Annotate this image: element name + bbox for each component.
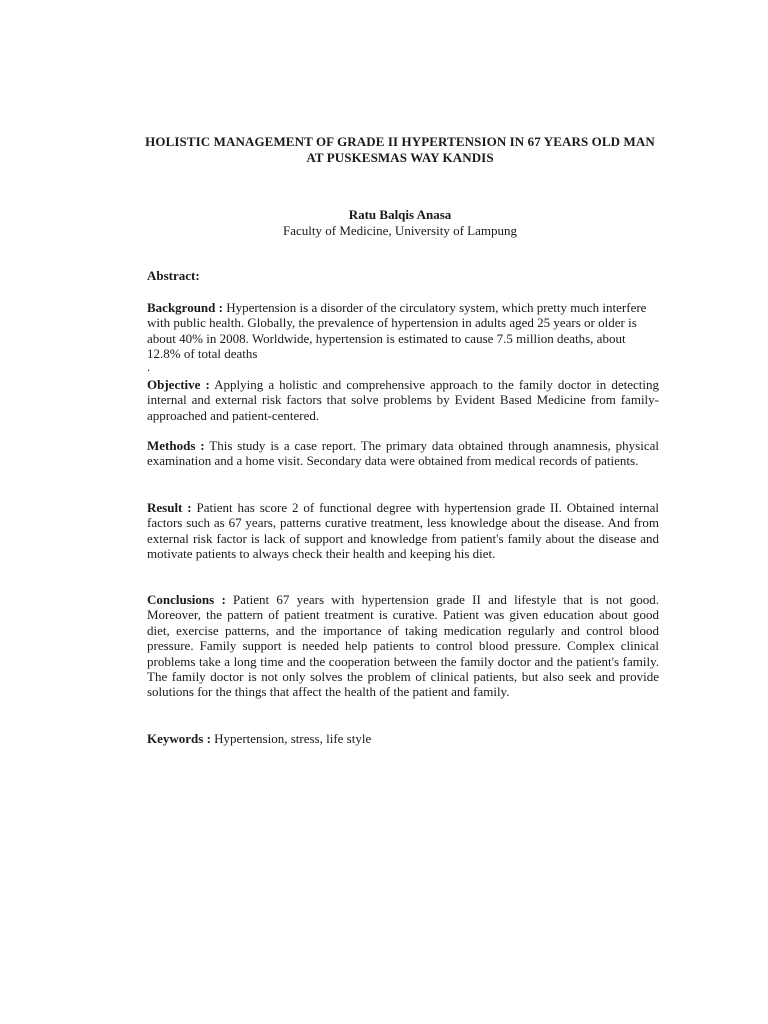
keywords-paragraph	[147, 731, 659, 746]
objective-text: Applying a holistic and comprehensive approach to the family doctor in detecting internal and external risk factors that solve problems by Evident Based Medicine from family-approached and patient-centered.	[147, 377, 659, 423]
conclusions-paragraph	[147, 592, 659, 700]
conclusions-text: Patient 67 years with hypertension grade II and lifestyle that is not good. Moreover, the pattern of patient treatment is curative. Patient was given education about good diet, exercise patterns, and the importance of taking medication regularly and control blood pressure. Family support is needed help patients to control blood pressure. Complex clinical problems take a long time and the cooperation between the family doctor and the patient's family. The family doctor is not only solves the problem of clinical patients, but also seek and provide solutions for the things that affect the health of the patient and family.	[147, 592, 660, 700]
background-trailing-dot: .	[147, 359, 151, 374]
author-name: Ratu Balqis Anasa	[348, 207, 452, 222]
paper-title: HOLISTIC MANAGEMENT OF GRADE II HYPERTENSION IN 67 YEARS OLD MAN AT PUSKESMAS WAY KANDIS	[145, 134, 655, 165]
result-paragraph	[147, 500, 659, 562]
keywords-text: Hypertension, stress, life style	[214, 731, 372, 746]
methods-paragraph	[147, 438, 659, 469]
result-label: Result :	[147, 500, 192, 515]
background-paragraph	[147, 300, 659, 362]
abstract-heading: Abstract:	[147, 268, 200, 283]
background-label: Background :	[147, 300, 223, 315]
methods-label: Methods :	[147, 438, 205, 453]
conclusions-label: Conclusions :	[147, 592, 226, 607]
author-affiliation: Faculty of Medicine, University of Lampung	[283, 223, 517, 238]
background-text: Hypertension is a disorder of the circulatory system, which pretty much interfere with public health. Globally, the prevalence of hypertension in adults aged 25 years or older is about 40% in 2008. Worldwide, hypertension is estimated to cause 7.5 million deaths, about 12.8% of total deaths	[147, 300, 647, 362]
objective-paragraph	[147, 377, 659, 423]
objective-label: Objective :	[147, 377, 210, 392]
result-text: Patient has score 2 of functional degree with hypertension grade II. Obtained internal factors such as 67 years, patterns curative treatment, less knowledge about the disease. And from external risk factor is lack of support and knowledge from patient's family about the disease and motivate patients to always check their health and keeping his diet.	[147, 500, 660, 562]
methods-text: This study is a case report. The primary data obtained through anamnesis, physical examination and a home visit. Secondary data were obtained from medical records of patients.	[147, 438, 660, 469]
keywords-label: Keywords :	[147, 731, 211, 746]
